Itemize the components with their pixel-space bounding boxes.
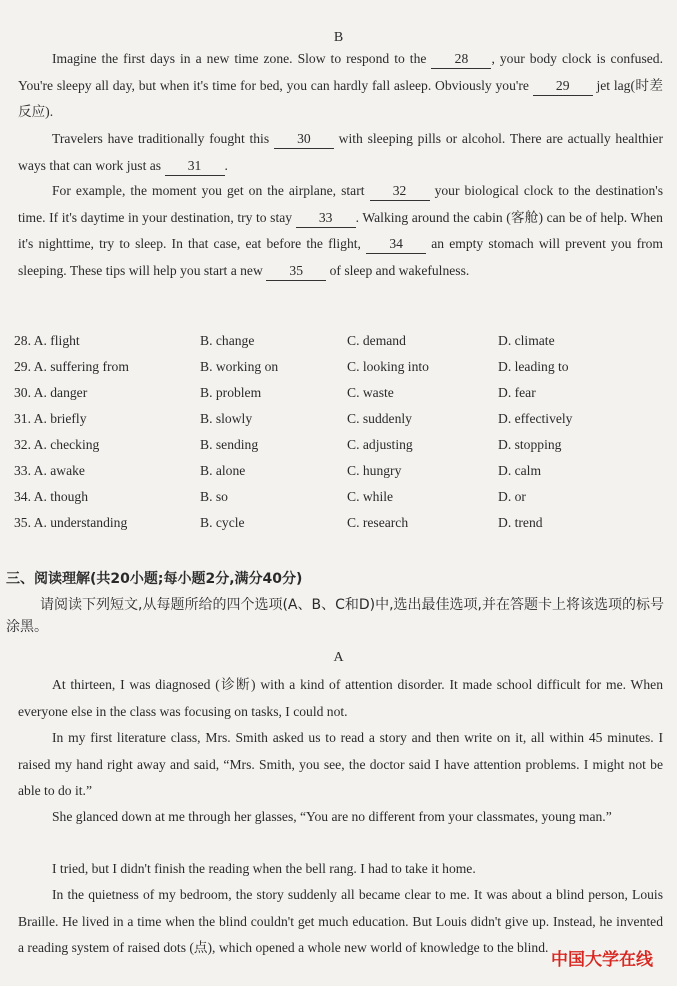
section-a-title: A xyxy=(333,650,344,665)
option-d[interactable]: D. fear xyxy=(498,385,536,400)
option-row-28 xyxy=(14,333,664,359)
option-c[interactable]: C. demand xyxy=(347,333,406,348)
section-3-heading: 三、阅读理解(共20小题;每小题2分,满分40分) xyxy=(6,571,303,587)
passage-a-paragraph-1: At thirteen, I was diagnosed (诊断) with a kind of attention disorder. It made school difficult for me. When everyone else in the class was focusing on tasks, I could not. xyxy=(18,677,663,719)
option-a[interactable]: 28. A. flight xyxy=(14,333,80,348)
blank-31[interactable]: 31 xyxy=(165,157,225,176)
option-c[interactable]: C. hungry xyxy=(347,463,402,478)
option-d[interactable]: D. effectively xyxy=(498,411,573,426)
blank-29[interactable]: 29 xyxy=(533,77,593,96)
passage-b-paragraph-1: Imagine the first days in a new time zone. Slow to respond to the 28 , your body clock is confused. You're sleepy all day, but when it's time for bed, you can hardly fall asleep. Obviously you're 29 jet lag(时差反应). xyxy=(18,51,663,119)
option-b[interactable]: B. alone xyxy=(200,463,246,478)
option-b[interactable]: B. slowly xyxy=(200,411,253,426)
option-row-29 xyxy=(14,359,664,385)
option-b[interactable]: B. problem xyxy=(200,385,262,400)
blank-30[interactable]: 30 xyxy=(274,130,334,149)
option-a[interactable]: 34. A. though xyxy=(14,489,89,504)
option-row-31 xyxy=(14,411,664,437)
option-d[interactable]: D. or xyxy=(498,489,526,504)
option-d[interactable]: D. stopping xyxy=(498,437,562,452)
option-row-33 xyxy=(14,463,664,489)
option-row-34 xyxy=(14,489,664,515)
blank-35[interactable]: 35 xyxy=(266,262,326,281)
option-b[interactable]: B. cycle xyxy=(200,515,245,530)
option-row-30 xyxy=(14,385,664,411)
blank-32[interactable]: 32 xyxy=(370,182,430,201)
passage-a-paragraph-4: I tried, but I didn't finish the reading when the bell rang. I had to take it home. xyxy=(52,861,476,876)
passage-a-paragraph-2: In my first literature class, Mrs. Smith asked us to read a story and then write on it, all within 45 minutes. I raised my hand right away and said, “Mrs. Smith, you see, the doctor said I have attention problems. I might not be able to do it.” xyxy=(18,730,663,798)
passage-b-paragraph-3: For example, the moment you get on the airplane, start 32 your biological clock to the destination's time. If it's daytime in your destination, try to stay 33 . Walking around the cabin (客舱) can be of help. When it's nighttime, try to sleep. In that case, eat before the flight, 34 an empty stomach will prevent you from sleeping. These tips will help you start a new 35 of sleep and wakefulness. xyxy=(18,178,663,284)
passage-a-paragraph-3: She glanced down at me through her glasses, “You are no different from your classmates, young man.” xyxy=(52,809,612,824)
option-b[interactable]: B. so xyxy=(200,489,228,504)
option-row-35 xyxy=(14,515,664,541)
option-b[interactable]: B. change xyxy=(200,333,255,348)
option-c[interactable]: C. suddenly xyxy=(347,411,412,426)
blank-34[interactable]: 34 xyxy=(366,235,426,254)
option-a[interactable]: 33. A. awake xyxy=(14,463,85,478)
option-a[interactable]: 31. A. briefly xyxy=(14,411,87,426)
passage-b-paragraph-2: Travelers have traditionally fought this 30 with sleeping pills or alcohol. There are actually healthier ways that can work just as 31 . xyxy=(18,126,663,179)
option-a[interactable]: 29. A. suffering from xyxy=(14,359,129,374)
option-a[interactable]: 35. A. understanding xyxy=(14,515,128,530)
option-c[interactable]: C. research xyxy=(347,515,409,530)
blank-28[interactable]: 28 xyxy=(431,50,491,69)
option-d[interactable]: D. calm xyxy=(498,463,542,478)
option-b[interactable]: B. sending xyxy=(200,437,259,452)
option-c[interactable]: C. while xyxy=(347,489,394,504)
option-c[interactable]: C. adjusting xyxy=(347,437,413,452)
option-d[interactable]: D. trend xyxy=(498,515,543,530)
option-row-32 xyxy=(14,437,664,463)
section-b-title: B xyxy=(333,30,344,45)
cloze-options xyxy=(14,333,664,541)
option-b[interactable]: B. working on xyxy=(200,359,279,374)
passage-a-paragraph-5: In the quietness of my bedroom, the story suddenly all became clear to me. It was about a blind person, Louis Braille. He lived in a time when the blind couldn't get much education. But Louis didn't give up. Instead, he invented a reading system of raised dots (点), which opened a whole new world of knowledge to the blind. xyxy=(18,887,663,955)
site-watermark: 中国大学在线 xyxy=(551,945,653,970)
option-d[interactable]: D. leading to xyxy=(498,359,569,374)
section-3-instruction: 请阅读下列短文,从每题所给的四个选项(A、B、C和D)中,选出最佳选项,并在答题卡上将该选项的标号涂黑。 xyxy=(6,597,665,635)
option-a[interactable]: 32. A. checking xyxy=(14,437,100,452)
option-c[interactable]: C. looking into xyxy=(347,359,429,374)
option-a[interactable]: 30. A. danger xyxy=(14,385,88,400)
option-d[interactable]: D. climate xyxy=(498,333,555,348)
blank-33[interactable]: 33 xyxy=(296,209,356,228)
option-c[interactable]: C. waste xyxy=(347,385,394,400)
